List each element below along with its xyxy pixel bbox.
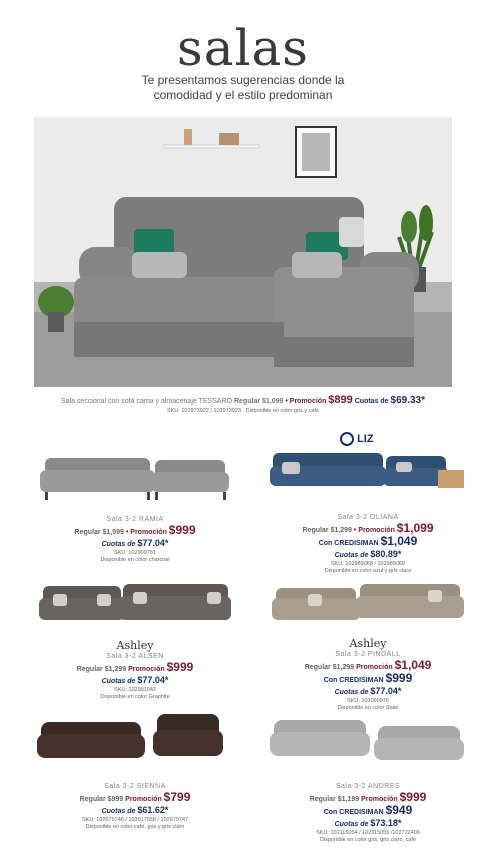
hero-availability: Disponible en color gris y café	[245, 408, 319, 414]
ashley-brand-logo: Ashley	[116, 639, 154, 652]
promo-price: $1,099	[396, 521, 434, 535]
ramia-text	[25, 515, 245, 564]
liz-brand-logo	[340, 432, 374, 446]
regular-price: Regular $999	[79, 796, 124, 803]
alsen-sofa-image	[35, 580, 235, 630]
availability: Disponible en color gris, gris claro, café	[320, 837, 416, 843]
pindall-text	[258, 650, 478, 712]
availability: Disponible en color charcoal	[100, 557, 170, 563]
page-title: salas	[177, 19, 309, 77]
promo-label: Promoción	[356, 664, 393, 671]
andres-sofa-image	[268, 712, 468, 767]
cuotas-label: Cuotas de	[101, 808, 136, 815]
credisiman-label: Con CREDISIMAN	[323, 809, 384, 816]
andres-text	[258, 782, 478, 844]
page-subtitle	[0, 73, 486, 103]
sku: SKU: 102115054 / 102115055 /102722406	[316, 830, 420, 836]
product-name: Sala 3-2 ANDRES	[335, 783, 401, 790]
credisiman-price: $999	[385, 671, 413, 685]
product-card-ramia[interactable]	[25, 448, 245, 564]
cuotas-label: Cuotas de	[101, 678, 136, 685]
availability: Disponible en color azul y gris claro	[324, 568, 412, 574]
promo-price: $999	[399, 790, 427, 804]
cuotas-value: $61.62*	[137, 805, 169, 815]
sku: SKU: 102909761	[114, 550, 156, 556]
cuotas-value: $80.89*	[370, 549, 402, 559]
regular-price: Regular $1,299	[76, 666, 127, 673]
promo-label: Promoción	[128, 666, 165, 673]
credisiman-label: Con CREDISIMAN	[318, 540, 379, 547]
cuotas-value: $77.04*	[370, 686, 402, 696]
hero-sofa-illustration	[34, 117, 452, 387]
hero-description: Sala seccional con sofá cama y almacenaje TESSARO	[60, 398, 233, 405]
subtitle-line-2: comodidad y el estilo predominan	[153, 88, 333, 102]
bullet: •	[125, 529, 129, 536]
cuotas-label: Cuotas de	[334, 821, 369, 828]
sku: SKU: 103090976	[347, 698, 389, 704]
sku: SKU: 102991042	[114, 687, 156, 693]
cuotas-label: Cuotas de	[334, 552, 369, 559]
promo-label: Promoción	[130, 529, 167, 536]
bullet: •	[353, 527, 357, 534]
oliana-text	[258, 513, 478, 575]
pindall-sofa-image	[268, 580, 468, 630]
hero-cuotas-value: $69.33*	[390, 395, 426, 406]
hero-cuotas-label: Cuotas de	[354, 398, 389, 405]
cuotas-value: $77.04*	[137, 675, 169, 685]
subtitle-line-1: Te presentamos sugerencias donde la	[141, 73, 345, 87]
promo-label: Promoción	[361, 796, 398, 803]
credisiman-price: $949	[385, 803, 413, 817]
cuotas-value: $73.18*	[370, 818, 402, 828]
product-name: Sala 3-2 OLIANA	[337, 514, 399, 521]
product-card-andres[interactable]	[258, 712, 478, 844]
hero-sku: SKU: 101973922 / 101973923	[167, 408, 242, 414]
ashley-brand-logo: Ashley	[349, 637, 387, 650]
regular-price: Regular $1,599	[74, 529, 124, 536]
product-card-oliana[interactable]	[258, 448, 478, 575]
liz-brand-text: LIZ	[357, 432, 374, 445]
regular-price: Regular $1,299	[302, 527, 352, 534]
promo-price: $799	[163, 790, 191, 804]
product-card-alsen[interactable]	[25, 580, 245, 701]
hero-regular-price: Regular $1,099	[234, 398, 284, 405]
credisiman-price: $1,049	[380, 534, 418, 548]
product-name: Sala 3-2 RAMIA	[106, 516, 164, 523]
promo-price: $999	[166, 660, 194, 674]
regular-price: Regular $1,299	[304, 664, 355, 671]
cuotas-label: Cuotas de	[334, 689, 369, 696]
hero-promo-price: $899	[328, 394, 353, 406]
regular-price: Regular $1,199	[309, 796, 360, 803]
sienna-text	[25, 782, 245, 831]
hero-sofa-photo	[34, 117, 452, 387]
availability: Disponible en color café, gris y gris claro	[85, 824, 185, 830]
sienna-sofa-image	[35, 712, 235, 767]
hero-bullet: •	[285, 398, 288, 405]
product-name: Sala 3-2 SIENNA	[104, 783, 166, 790]
alsen-text	[25, 652, 245, 701]
promo-price: $1,049	[394, 658, 432, 672]
product-name: Sala 3-2 PINDALL	[335, 651, 401, 658]
promo-price: $999	[168, 523, 196, 537]
sku: SKU: 102679748 / 103017958 / 102679747	[81, 817, 189, 823]
promo-label: Promoción	[125, 796, 162, 803]
oliana-sofa-image	[268, 448, 468, 498]
product-name: Sala 3-2 ALSEN	[106, 653, 164, 660]
hero-sku-line	[0, 407, 486, 416]
sku: SKU: 102989068 / 102989069	[330, 561, 405, 567]
promo-label: Promoción	[358, 527, 395, 534]
cuotas-value: $77.04*	[137, 538, 169, 548]
hero-caption	[0, 396, 486, 416]
availability: Disponible en color Graphite	[100, 694, 170, 700]
cuotas-label: Cuotas de	[101, 541, 136, 548]
hero-promo-label: Promoción	[289, 398, 327, 405]
product-card-pindall[interactable]	[258, 580, 478, 712]
credisiman-label: Con CREDISIMAN	[323, 677, 384, 684]
product-card-sienna[interactable]	[25, 712, 245, 831]
availability: Disponible en color Slate	[337, 705, 399, 711]
ramia-sofa-image	[35, 448, 235, 508]
